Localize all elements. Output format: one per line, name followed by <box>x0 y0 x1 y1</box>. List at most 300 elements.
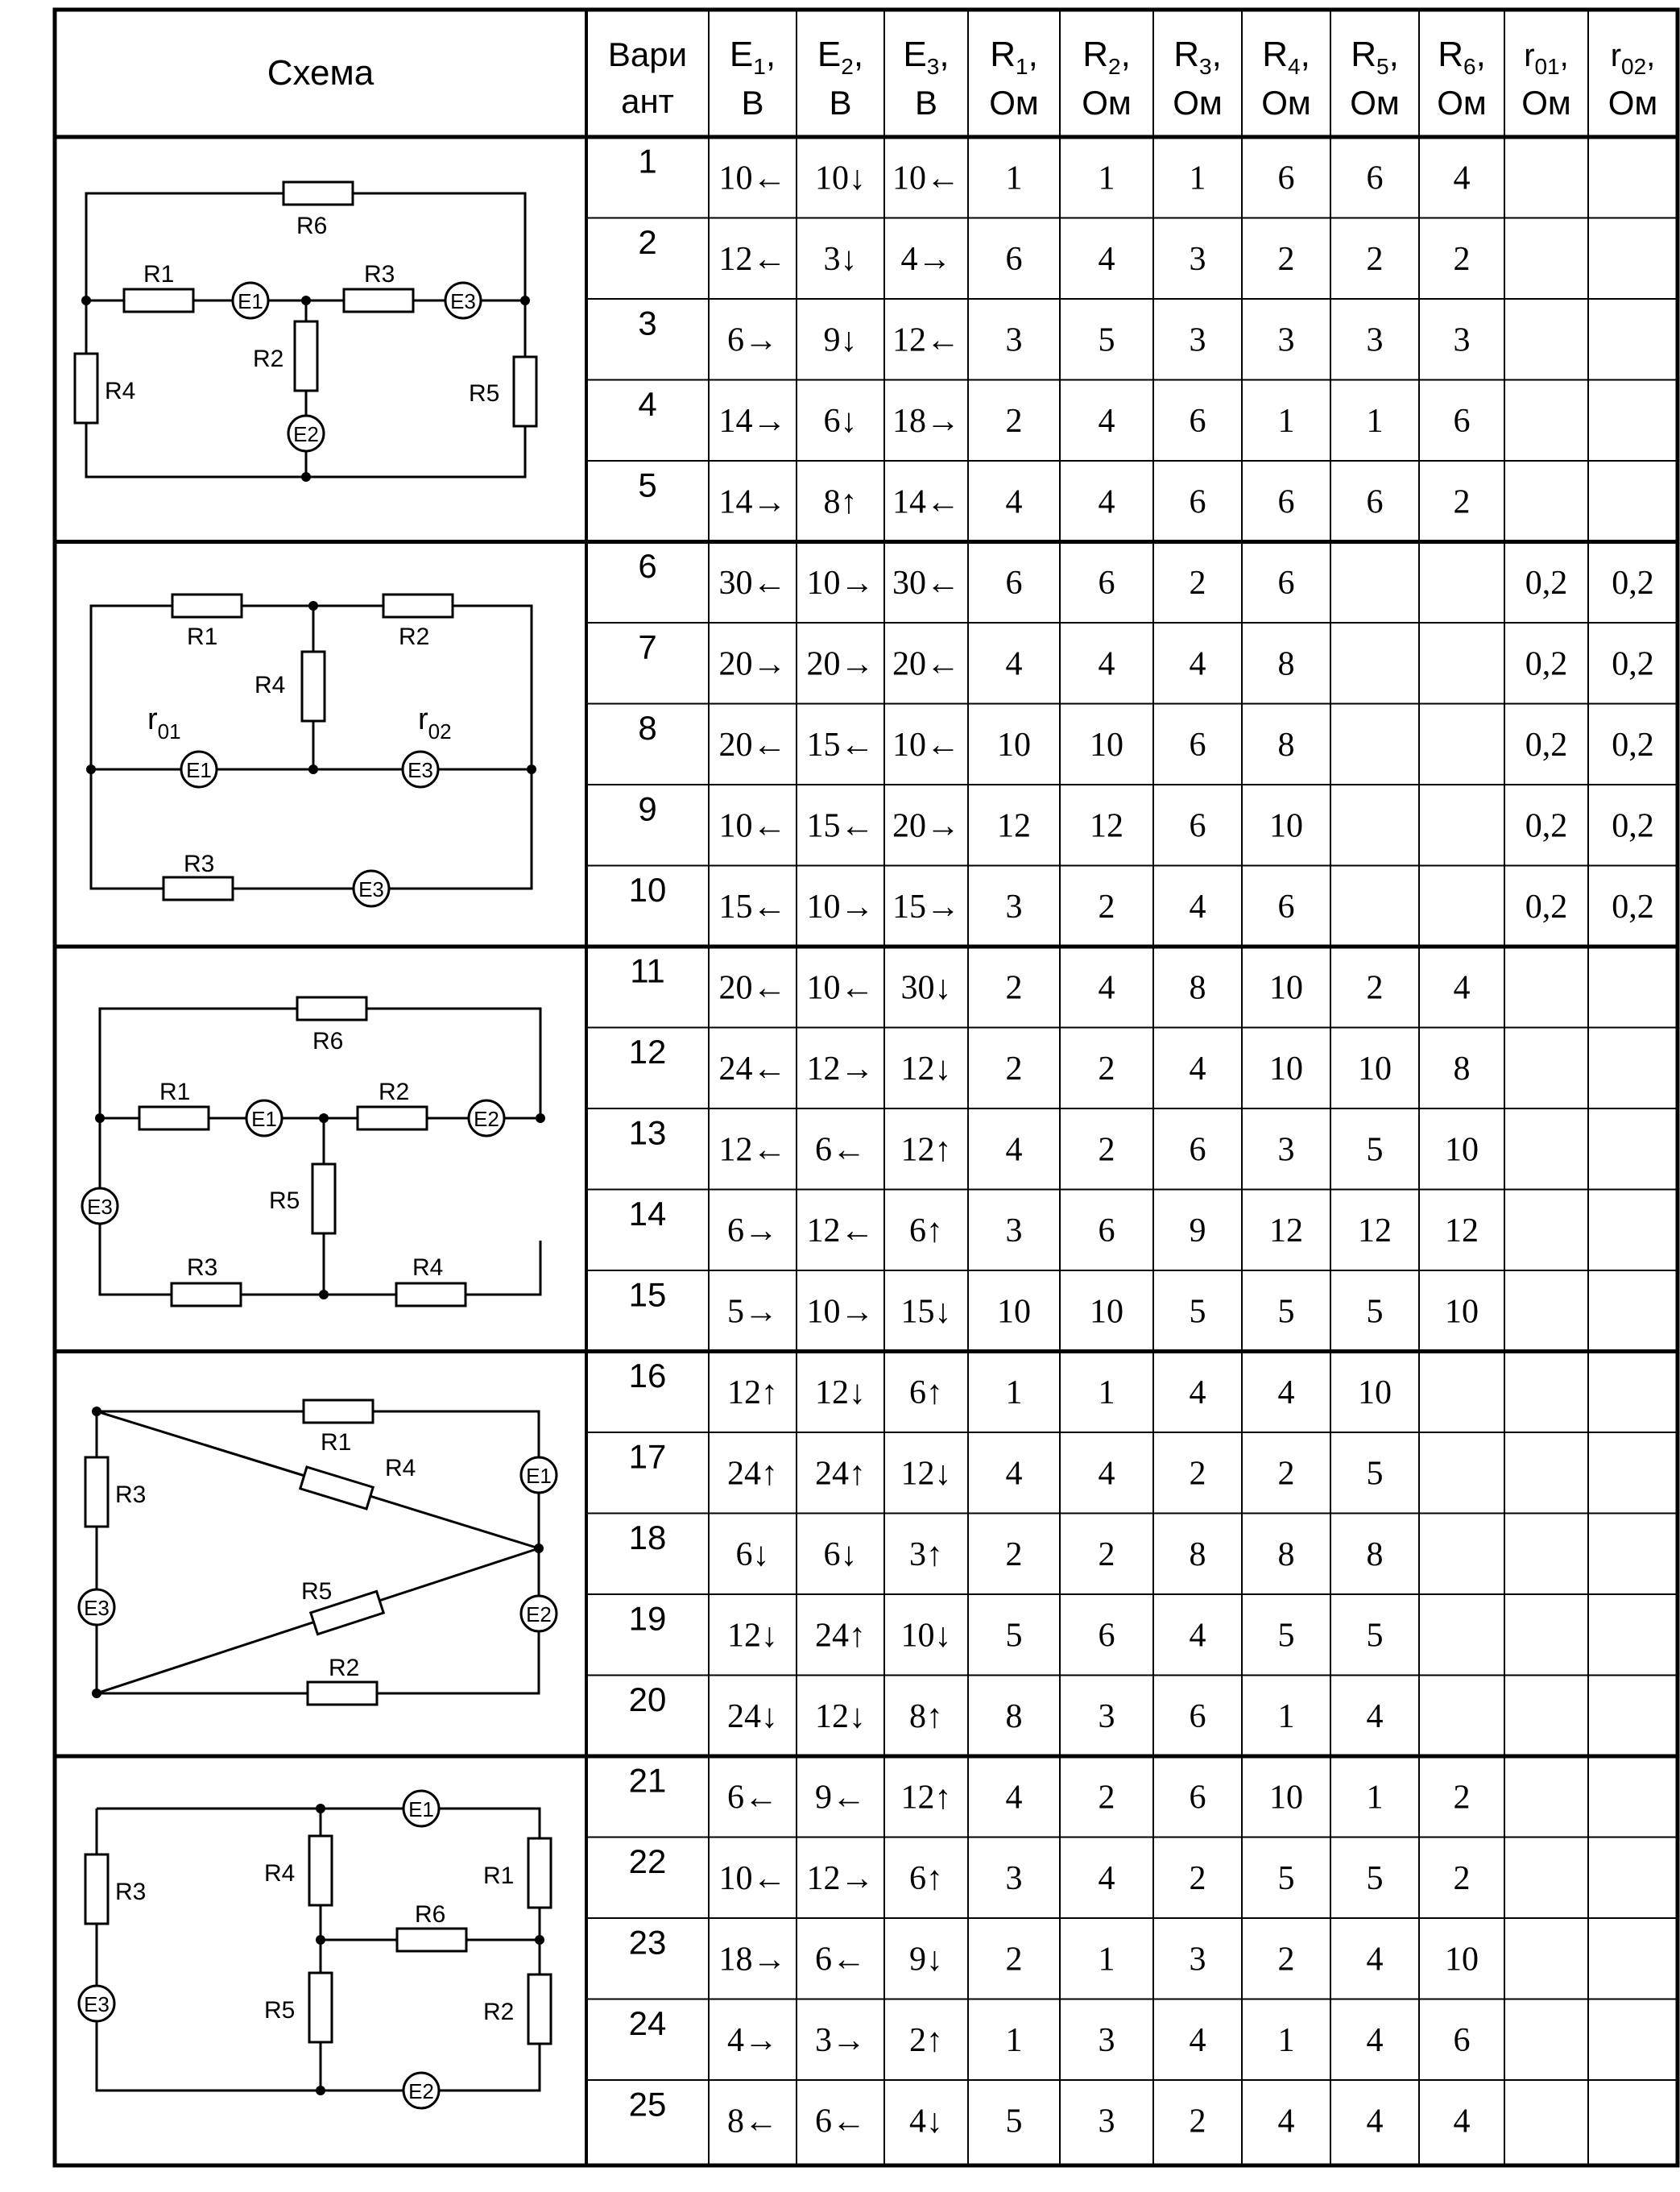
table-cell: 6 <box>1189 1779 1206 1817</box>
label-r5: R5 <box>264 1997 296 2024</box>
label-r4: R4 <box>105 378 136 404</box>
table-cell: 1 <box>1098 160 1115 197</box>
label-e1: E1 <box>186 758 212 782</box>
label-e3: E3 <box>84 1992 110 2016</box>
label-r1: R1 <box>483 1863 515 1889</box>
table-cell: 4 <box>1277 1374 1295 1411</box>
variant-number: 3 <box>638 304 657 342</box>
table-cell: 6 <box>1189 1697 1206 1735</box>
label-r1: R1 <box>187 624 218 650</box>
table-cell: 5 <box>1277 1859 1295 1897</box>
table-cell: 1 <box>1098 1941 1115 1979</box>
table-cell: 24↑ <box>815 1455 866 1493</box>
table-cell: 10↓ <box>815 160 866 197</box>
node-dot <box>308 601 318 611</box>
table-cell: 15← <box>806 807 875 845</box>
table-cell: 5 <box>1366 1859 1384 1897</box>
node-dot <box>534 1544 544 1553</box>
table-cell: 4 <box>1366 1941 1384 1979</box>
table-cell: 4 <box>1189 645 1206 683</box>
table-cell: 6 <box>1277 483 1295 521</box>
header-variant: ант <box>621 82 674 120</box>
variant-number: 18 <box>628 1518 667 1556</box>
table-cell: 18→ <box>892 402 960 440</box>
label-e1: E1 <box>408 1797 434 1821</box>
node-dot <box>95 1113 105 1123</box>
resistor-symbol <box>172 1283 241 1306</box>
table-cell: 8↑ <box>909 1697 943 1735</box>
label-e1: E1 <box>238 289 263 313</box>
variant-number: 21 <box>628 1761 667 1800</box>
variant-number: 20 <box>628 1680 667 1718</box>
label-e2: E2 <box>293 422 319 446</box>
table-cell: 5 <box>1366 1455 1384 1493</box>
header-param-r2: $R_2$, <box>1082 35 1131 79</box>
table-cell: 10 <box>1445 1131 1479 1169</box>
table-cell: 6→ <box>727 1212 778 1249</box>
label-r6: R6 <box>415 1901 446 1928</box>
label-r6: R6 <box>296 213 328 239</box>
label-e3: E3 <box>84 1596 110 1620</box>
variant-number: 15 <box>628 1275 667 1314</box>
node-dot <box>535 1935 544 1945</box>
table-cell: 9 <box>1189 1212 1206 1249</box>
table-cell: 8 <box>1277 645 1295 683</box>
table-cell: 4 <box>1189 888 1206 926</box>
label-e1: E1 <box>251 1107 277 1131</box>
resistor-symbol <box>383 595 453 617</box>
table-cell: 2 <box>1005 1050 1023 1088</box>
node-dot <box>301 472 311 482</box>
variant-number: 17 <box>628 1437 667 1476</box>
header-unit: В <box>741 84 764 122</box>
header-scheme: Схема <box>267 53 374 93</box>
resistor-symbol <box>308 1682 377 1705</box>
table-cell: 5 <box>1366 1131 1384 1169</box>
table-cell: 6← <box>815 1131 866 1169</box>
table-cell: 4 <box>1453 2103 1471 2140</box>
label-r1: R1 <box>159 1079 191 1105</box>
label-r3: R3 <box>187 1254 218 1281</box>
variant-number: 2 <box>638 222 657 261</box>
table-cell: 0,2 <box>1525 726 1568 764</box>
table-cell: 6 <box>1005 240 1023 278</box>
header-param-e1: $E_1$, <box>729 35 776 79</box>
table-cell: 6↓ <box>823 402 858 440</box>
resistor-symbol <box>358 1107 427 1129</box>
table-cell: 12→ <box>806 1050 875 1088</box>
label-r6: R6 <box>312 1028 344 1055</box>
header-unit: Ом <box>1437 84 1487 122</box>
table-body <box>629 142 1654 2140</box>
table-cell: 6 <box>1366 160 1384 197</box>
table-cell: 12↑ <box>727 1374 778 1411</box>
table-cell: 12↓ <box>727 1617 778 1655</box>
table-cell: 4 <box>1098 969 1115 1007</box>
label-r5: R5 <box>269 1187 300 1214</box>
table-cell: 4 <box>1098 645 1115 683</box>
table-cell: 2 <box>1366 240 1384 278</box>
table-cell: 10← <box>892 726 960 764</box>
table-cell: 3 <box>1005 321 1023 359</box>
scheme-3 <box>82 997 545 1306</box>
table-cell: 2 <box>1005 969 1023 1007</box>
table-cell: 14← <box>892 483 960 521</box>
label-r01: $r_{01}$ <box>147 702 181 744</box>
table-cell: 10 <box>1269 1779 1303 1817</box>
variant-number: 4 <box>638 384 657 423</box>
table-cell: 18→ <box>718 1941 787 1979</box>
table-cell: 10 <box>997 1293 1031 1331</box>
table-cell: 2 <box>1189 1455 1206 1493</box>
table-cell: 6 <box>1189 726 1206 764</box>
table-cell: 10 <box>997 726 1031 764</box>
node-dot <box>308 765 318 774</box>
header-unit: В <box>829 84 852 122</box>
variant-number: 23 <box>628 1923 667 1962</box>
table-cell: 4 <box>1005 645 1023 683</box>
variant-number: 10 <box>628 870 667 909</box>
table-cell: 3 <box>1453 321 1471 359</box>
table-cell: 20→ <box>806 645 875 683</box>
label-r4: R4 <box>385 1455 416 1481</box>
table-cell: 30← <box>718 564 787 602</box>
table-cell: 1 <box>1005 1374 1023 1411</box>
table-cell: 4 <box>1005 483 1023 521</box>
resistor-symbol <box>300 1467 373 1509</box>
table-cell: 3 <box>1098 2021 1115 2059</box>
table-cell: 2 <box>1453 483 1471 521</box>
variant-number: 9 <box>638 789 657 828</box>
label-e3-top: E3 <box>408 758 433 782</box>
table-cell: 0,2 <box>1612 888 1654 926</box>
resistor-symbol <box>124 289 193 312</box>
table-cell: 4 <box>1189 2021 1206 2059</box>
table-cell: 20← <box>718 969 787 1007</box>
table-cell: 2 <box>1189 564 1206 602</box>
header-param-r1: $R_1$, <box>990 35 1038 79</box>
scheme-5 <box>79 1791 551 2108</box>
node-dot <box>316 1804 325 1813</box>
resistor-symbol <box>163 877 233 900</box>
table-cell: 3 <box>1005 1212 1023 1249</box>
table-cell: 10↓ <box>900 1617 952 1655</box>
table-cell: 8 <box>1277 726 1295 764</box>
label-e3-bottom: E3 <box>358 877 384 901</box>
table-cell: 6 <box>1189 1131 1206 1169</box>
table-cell: 6 <box>1277 160 1295 197</box>
table-cell: 12← <box>806 1212 875 1249</box>
table-cell: 12↓ <box>900 1455 952 1493</box>
table-cell: 12← <box>892 321 960 359</box>
table-cell: 0,2 <box>1612 564 1654 602</box>
header-param-r6: $R_6$, <box>1438 35 1486 79</box>
table-cell: 10 <box>1358 1374 1392 1411</box>
table-cell: 2 <box>1005 1535 1023 1573</box>
label-r5: R5 <box>469 380 500 407</box>
table-cell: 4 <box>1098 402 1115 440</box>
table-cell: 2 <box>1005 1941 1023 1979</box>
table-cell: 5 <box>1366 1293 1384 1331</box>
table-cell: 30↓ <box>900 969 952 1007</box>
resistor-symbol <box>302 652 325 721</box>
table-cell: 6↑ <box>909 1374 943 1411</box>
resistor-symbol <box>514 357 536 426</box>
resistor-symbol <box>139 1107 209 1129</box>
table-cell: 4 <box>1098 483 1115 521</box>
node-dot <box>92 1689 101 1698</box>
table-cell: 3 <box>1277 1131 1295 1169</box>
table-cell: 3 <box>1098 2103 1115 2140</box>
table-cell: 0,2 <box>1525 645 1568 683</box>
table-cell: 3 <box>1189 1941 1206 1979</box>
table-cell: 10← <box>806 969 875 1007</box>
table-cell: 4 <box>1189 1617 1206 1655</box>
header-unit: Ом <box>1608 84 1658 122</box>
table-cell: 20→ <box>718 645 787 683</box>
table-cell: 10 <box>1269 807 1303 845</box>
table-cell: 10 <box>1358 1050 1392 1088</box>
table-cell: 6 <box>1098 1212 1115 1249</box>
table-cell: 5 <box>1005 2103 1023 2140</box>
table-cell: 15← <box>718 888 787 926</box>
table-cell: 2 <box>1453 240 1471 278</box>
table-cell: 2 <box>1189 2103 1206 2140</box>
node-dot <box>86 765 96 774</box>
table-cell: 6↑ <box>909 1212 943 1249</box>
label-r3: R3 <box>364 261 395 288</box>
table-cell: 4 <box>1005 1131 1023 1169</box>
table-cell: 12↑ <box>900 1131 952 1169</box>
table-cell: 8↑ <box>823 483 858 521</box>
label-r4: R4 <box>264 1860 296 1887</box>
table-cell: 6↓ <box>735 1535 770 1573</box>
resistor-symbol <box>396 1283 466 1306</box>
table-cell: 6 <box>1005 564 1023 602</box>
table-cell: 10 <box>1445 1941 1479 1979</box>
table-cell: 1 <box>1005 160 1023 197</box>
table-cell: 1 <box>1277 402 1295 440</box>
table-header <box>267 35 1658 122</box>
table-cell: 8 <box>1189 969 1206 1007</box>
table-cell: 4→ <box>727 2021 778 2059</box>
table-cell: 2 <box>1098 1535 1115 1573</box>
table-cell: 3 <box>1189 240 1206 278</box>
table-cell: 6← <box>815 1941 866 1979</box>
node-dot <box>92 1407 101 1416</box>
table-cell: 4 <box>1366 2103 1384 2140</box>
table-cell: 6 <box>1189 402 1206 440</box>
table-cell: 1 <box>1366 1779 1384 1817</box>
table-cell: 10→ <box>806 1293 875 1331</box>
table-cell: 12↑ <box>900 1779 952 1817</box>
variant-number: 22 <box>628 1842 667 1880</box>
resistor-symbol <box>309 1836 332 1905</box>
table-cell: 10← <box>892 160 960 197</box>
header-unit: Ом <box>1173 84 1223 122</box>
table-cell: 3 <box>1005 1859 1023 1897</box>
label-r4: R4 <box>254 672 286 698</box>
table-cell: 0,2 <box>1525 564 1568 602</box>
label-r3: R3 <box>184 851 215 877</box>
variant-number: 25 <box>628 2085 667 2124</box>
table-cell: 3 <box>1005 888 1023 926</box>
header-unit: Ом <box>1350 84 1400 122</box>
table-cell: 30← <box>892 564 960 602</box>
table-cell: 15→ <box>892 888 960 926</box>
table-cell: 6 <box>1098 1617 1115 1655</box>
label-e2: E2 <box>408 2079 434 2103</box>
table-cell: 20← <box>892 645 960 683</box>
table-cell: 24↓ <box>727 1697 778 1735</box>
header-variant: Вари <box>607 35 688 73</box>
table-cell: 6← <box>815 2103 866 2140</box>
table-cell: 20→ <box>892 807 960 845</box>
table-cell: 6↓ <box>823 1535 858 1573</box>
table-cell: 12 <box>997 807 1031 845</box>
table-cell: 0,2 <box>1612 645 1654 683</box>
table-cell: 20← <box>718 726 787 764</box>
table-cell: 12← <box>718 1131 787 1169</box>
label-r2: R2 <box>253 346 284 372</box>
label-r1: R1 <box>143 261 175 288</box>
table-cell: 2 <box>1453 1859 1471 1897</box>
node-dot <box>319 1113 329 1123</box>
variant-number: 24 <box>628 2003 667 2042</box>
table-cell: 10 <box>1090 726 1123 764</box>
table-cell: 12↓ <box>900 1050 952 1088</box>
node-dot <box>301 296 311 305</box>
node-dot <box>319 1290 329 1299</box>
table-cell: 6↑ <box>909 1859 943 1897</box>
resistor-symbol <box>283 182 353 205</box>
table-cell: 6← <box>727 1779 778 1817</box>
table-cell: 10→ <box>806 888 875 926</box>
table-cell: 1 <box>1005 2021 1023 2059</box>
table-cell: 1 <box>1366 402 1384 440</box>
resistor-symbol <box>304 1400 373 1423</box>
table-cell: 4 <box>1005 1779 1023 1817</box>
label-e3: E3 <box>450 289 476 313</box>
node-dot <box>527 765 536 774</box>
circuit-schemes <box>75 182 557 2108</box>
table-cell: 15↓ <box>900 1293 952 1331</box>
table-cell: 4 <box>1098 1455 1115 1493</box>
label-r2: R2 <box>379 1079 410 1105</box>
table-cell: 1 <box>1189 160 1206 197</box>
table-cell: 2 <box>1189 1859 1206 1897</box>
table-cell: 2 <box>1277 1941 1295 1979</box>
table-cell: 5 <box>1277 1617 1295 1655</box>
table-cell: 6 <box>1453 402 1471 440</box>
table-cell: 10← <box>718 807 787 845</box>
resistor-symbol <box>172 595 242 617</box>
table-cell: 0,2 <box>1612 726 1654 764</box>
label-r4: R4 <box>412 1254 444 1281</box>
table-cell: 6 <box>1366 483 1384 521</box>
table-cell: 2 <box>1277 1455 1295 1493</box>
table-cell: 6 <box>1189 483 1206 521</box>
resistor-symbol <box>75 354 97 423</box>
table-cell: 6 <box>1098 564 1115 602</box>
table-cell: 10← <box>718 160 787 197</box>
label-e1: E1 <box>526 1464 552 1488</box>
table-cell: 1 <box>1277 1697 1295 1735</box>
header-unit: Ом <box>1521 84 1571 122</box>
table-cell: 3 <box>1277 321 1295 359</box>
table-cell: 3→ <box>815 2021 866 2059</box>
variant-number: 12 <box>628 1032 667 1071</box>
variant-number: 6 <box>638 546 657 585</box>
table-cell: 24← <box>718 1050 787 1088</box>
table-cell: 5→ <box>727 1293 778 1331</box>
table-cell: 0,2 <box>1612 807 1654 845</box>
table-cell: 4 <box>1189 1050 1206 1088</box>
table-cell: 0,2 <box>1525 888 1568 926</box>
table-cell: 5 <box>1189 1293 1206 1331</box>
label-r2: R2 <box>329 1655 360 1681</box>
table-cell: 10 <box>1090 1293 1123 1331</box>
resistor-symbol <box>312 1164 335 1233</box>
table-cell: 12 <box>1090 807 1123 845</box>
table-cell: 24↑ <box>727 1455 778 1493</box>
label-r3: R3 <box>115 1481 147 1508</box>
resistor-symbol <box>528 1838 551 1908</box>
table-cell: 14→ <box>718 483 787 521</box>
table-cell: 14→ <box>718 402 787 440</box>
variant-number: 5 <box>638 466 657 504</box>
table-cell: 10→ <box>806 564 875 602</box>
table-cell: 3 <box>1366 321 1384 359</box>
header-param-r3: $R_3$, <box>1173 35 1222 79</box>
table-cell: 1 <box>1277 2021 1295 2059</box>
label-r2: R2 <box>483 1999 515 2025</box>
node-dot <box>316 2086 325 2095</box>
header-param-e2: $E_2$, <box>817 35 864 79</box>
resistor-symbol <box>85 1457 108 1527</box>
variant-number: 11 <box>630 951 665 990</box>
table-cell: 10 <box>1445 1293 1479 1331</box>
table-cell: 8 <box>1189 1535 1206 1573</box>
resistor-symbol <box>397 1929 466 1951</box>
header-param-r5: $R_5$, <box>1351 35 1399 79</box>
table-cell: 2 <box>1098 1779 1115 1817</box>
table-cell: 8← <box>727 2103 778 2140</box>
label-e2: E2 <box>526 1602 552 1626</box>
table-cell: 3↑ <box>909 1535 943 1573</box>
wire <box>91 769 532 889</box>
label-r5: R5 <box>301 1578 333 1605</box>
table-cell: 5 <box>1005 1617 1023 1655</box>
header-unit: Ом <box>1261 84 1311 122</box>
table-cell: 4 <box>1098 240 1115 278</box>
scheme-1 <box>75 182 536 482</box>
label-r1: R1 <box>321 1429 352 1456</box>
scheme-2 <box>86 595 536 906</box>
table-cell: 10 <box>1269 1050 1303 1088</box>
table-cell: 4↓ <box>909 2103 943 2140</box>
header-unit: В <box>914 84 938 122</box>
table-cell: 3 <box>1189 321 1206 359</box>
table-cell: 8 <box>1005 1697 1023 1735</box>
table-cell: 2 <box>1098 1050 1115 1088</box>
header-unit: Ом <box>1082 84 1132 122</box>
table-cell: 2 <box>1277 240 1295 278</box>
node-dot <box>81 296 91 305</box>
table-cell: 2 <box>1098 1131 1115 1169</box>
table-cell: 5 <box>1277 1293 1295 1331</box>
table-cell: 6 <box>1277 888 1295 926</box>
